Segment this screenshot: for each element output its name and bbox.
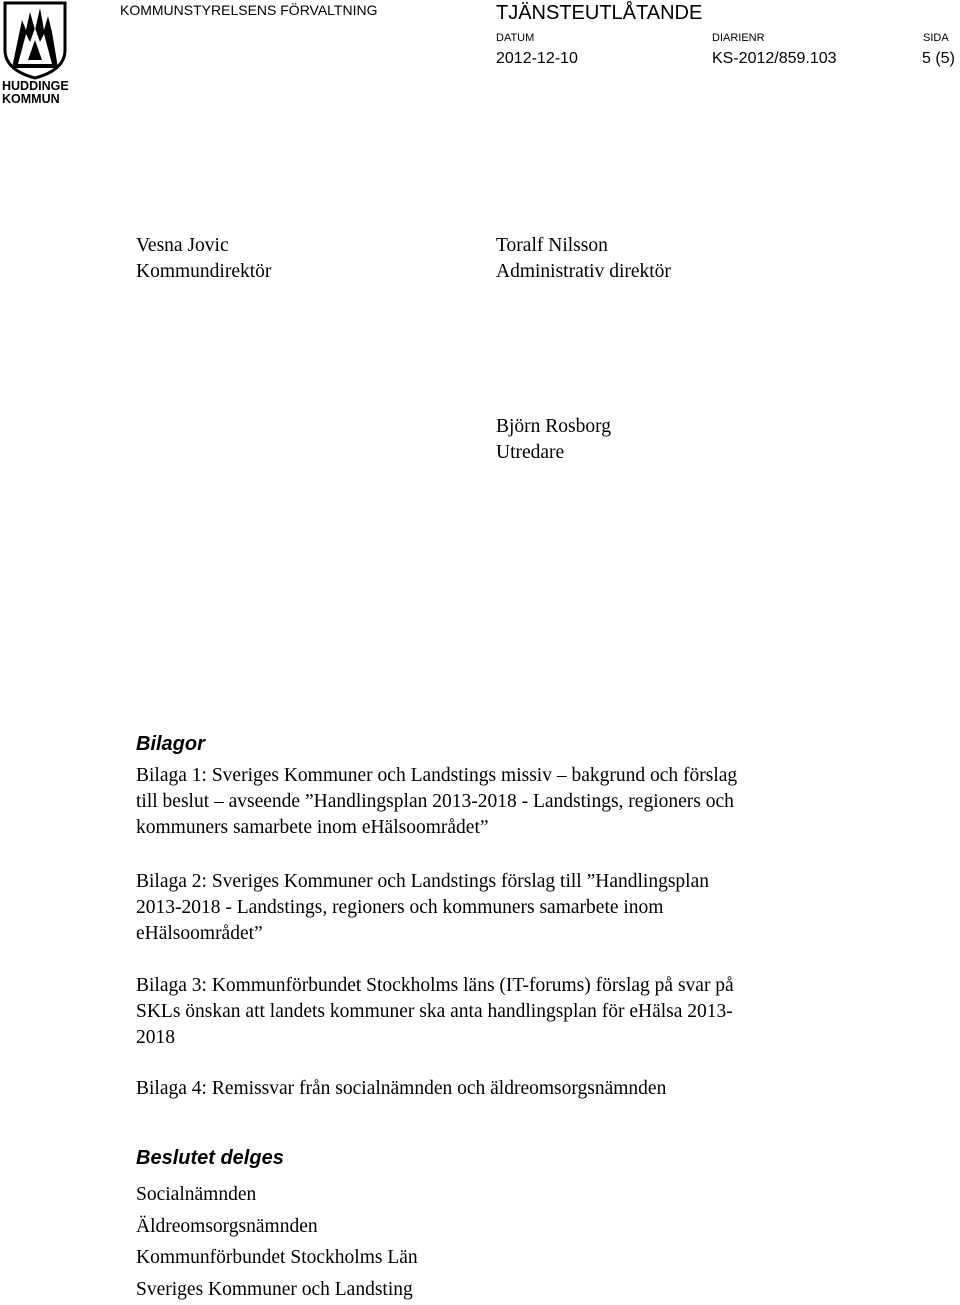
attachment-line: Bilaga 4: Remissvar från socialnämnden och äldreomsorgsnämnden (136, 1076, 856, 1102)
recipient: Äldreomsorgsnämnden (136, 1211, 856, 1243)
signature-block (136, 233, 271, 285)
attachment-line: SKLs önskan att landets kommuner ska anta handlingsplan för eHälsa 2013- (136, 999, 856, 1025)
attachment-item (136, 973, 856, 1051)
coat-of-arms-icon (0, 0, 70, 80)
attachment-line: Bilaga 3: Kommunförbundet Stockholms läns (IT-forums) förslag på svar på (136, 973, 856, 999)
signatory-name: Björn Rosborg (496, 414, 611, 440)
attachment-line: kommuners samarbete inom eHälsoområdet” (136, 815, 856, 841)
page-label: SIDA (923, 32, 949, 44)
page-value: 5 (5) (922, 50, 955, 68)
signatory-title: Utredare (496, 440, 611, 466)
signatory-name: Toralf Nilsson (496, 233, 671, 259)
attachment-item (136, 1076, 856, 1102)
attachment-line: till beslut – avseende ”Handlingsplan 2013-2018 - Landstings, regioners och (136, 789, 856, 815)
logo-text-kommun: KOMMUN (2, 93, 60, 106)
attachment-item (136, 869, 856, 947)
attachment-line: Bilaga 2: Sveriges Kommuner och Landstings förslag till ”Handlingsplan (136, 869, 856, 895)
attachment-line: 2018 (136, 1025, 856, 1051)
municipality-logo (0, 0, 70, 108)
attachments-heading: Bilagor (136, 733, 205, 756)
distribution-heading: Beslutet delges (136, 1147, 284, 1170)
signature-block (496, 414, 611, 466)
logo-text-huddinge: HUDDINGE (2, 80, 69, 93)
recipient: Kommunförbundet Stockholms Län (136, 1242, 856, 1274)
signature-block (496, 233, 671, 285)
recipient: Sveriges Kommuner och Landsting (136, 1274, 856, 1305)
attachment-line: Bilaga 1: Sveriges Kommuner och Landstings missiv – bakgrund och förslag (136, 763, 856, 789)
reference-value: KS-2012/859.103 (712, 50, 837, 68)
recipient: Socialnämnden (136, 1179, 856, 1211)
date-label: DATUM (496, 32, 534, 44)
attachment-line: 2013-2018 - Landstings, regioners och kommuners samarbete inom (136, 895, 856, 921)
reference-label: DIARIENR (712, 32, 765, 44)
date-value: 2012-12-10 (496, 50, 578, 68)
signatory-name: Vesna Jovic (136, 233, 271, 259)
organization-name: KOMMUNSTYRELSENS FÖRVALTNING (120, 2, 377, 18)
document-type: TJÄNSTEUTLÅTANDE (496, 2, 702, 25)
attachment-item (136, 763, 856, 841)
signatory-title: Kommundirektör (136, 259, 271, 285)
recipient-list (136, 1179, 856, 1305)
attachment-line: eHälsoområdet” (136, 921, 856, 947)
signatory-title: Administrativ direktör (496, 259, 671, 285)
